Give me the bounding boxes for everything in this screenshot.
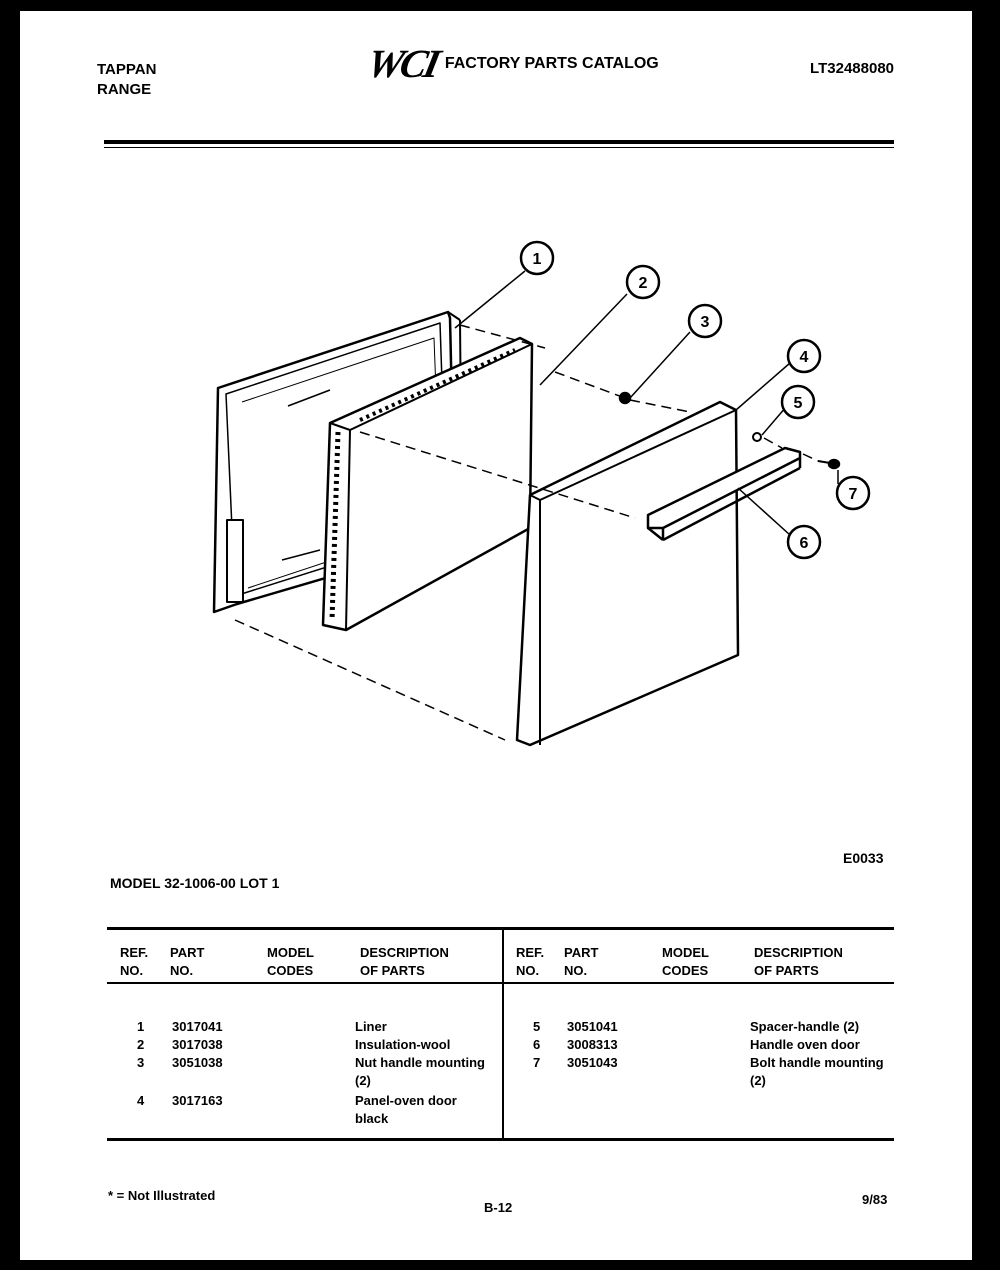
ref-no: 2 <box>137 1037 145 1052</box>
catalog-title: FACTORY PARTS CATALOG <box>444 55 659 72</box>
part-description-cont: (2) <box>355 1073 371 1088</box>
ref-no: 5 <box>533 1019 541 1034</box>
part-description: Handle oven door <box>750 1037 860 1052</box>
part-description: Spacer-handle (2) <box>750 1019 860 1034</box>
catalog-date: 9/83 <box>862 1192 888 1207</box>
header-ref-no: REF. NO. <box>120 945 149 978</box>
callout-label-2: 2 <box>638 275 648 292</box>
footnote: * = Not Illustrated <box>108 1188 216 1203</box>
bolt-part <box>818 460 839 468</box>
header-description-right: DESCRIPTION OF PARTS <box>754 945 843 978</box>
part-no: 3008313 <box>567 1037 618 1052</box>
part-description: Panel-oven door <box>355 1093 457 1108</box>
header-model-codes-right: MODEL CODES <box>662 945 709 978</box>
diagram-code: E0033 <box>843 850 884 866</box>
product-type: RANGE <box>97 81 152 98</box>
ref-no: 4 <box>137 1093 145 1108</box>
ref-no: 6 <box>533 1037 541 1052</box>
table-header-rule <box>107 982 894 984</box>
header-ref-no-right: REF. NO. <box>516 945 545 978</box>
ref-no: 3 <box>137 1055 145 1070</box>
part-no: 3051043 <box>567 1055 618 1070</box>
callout-label-6: 6 <box>799 535 809 552</box>
header-part-no: PART NO. <box>170 945 205 978</box>
ref-no: 1 <box>137 1019 145 1034</box>
model-number: MODEL 32-1006-00 LOT 1 <box>110 875 280 891</box>
part-description-cont: black <box>355 1111 389 1126</box>
part-no: 3017163 <box>172 1093 223 1108</box>
door-panel-part <box>517 402 738 745</box>
page-number: B-12 <box>484 1200 513 1215</box>
callout-label-1: 1 <box>532 251 542 268</box>
part-description: Insulation-wool <box>355 1037 451 1052</box>
header-part-no-right: PART NO. <box>564 945 599 978</box>
spacer-part <box>753 433 761 441</box>
part-description: Nut handle mounting <box>355 1055 485 1070</box>
parts-table <box>107 927 894 1141</box>
header-model-codes: MODEL CODES <box>267 945 314 978</box>
header-description: DESCRIPTION OF PARTS <box>360 945 449 978</box>
nut-part <box>620 393 630 403</box>
part-no: 3017038 <box>172 1037 223 1052</box>
callout-label-4: 4 <box>799 349 809 366</box>
catalog-number: LT32488080 <box>810 60 894 77</box>
brand-name: TAPPAN <box>97 61 157 78</box>
callout-label-3: 3 <box>700 314 710 331</box>
ref-no: 7 <box>533 1055 541 1070</box>
part-description: Bolt handle mounting <box>750 1055 884 1070</box>
table-divider <box>502 930 504 1138</box>
part-description: Liner <box>355 1019 387 1034</box>
part-no: 3051038 <box>172 1055 223 1070</box>
part-description-cont: (2) <box>750 1073 766 1088</box>
part-no: 3017041 <box>172 1019 223 1034</box>
callout-label-5: 5 <box>793 395 803 412</box>
wci-logo: WCI <box>363 41 442 86</box>
part-no: 3051041 <box>567 1019 618 1034</box>
callout-label-7: 7 <box>848 486 858 503</box>
